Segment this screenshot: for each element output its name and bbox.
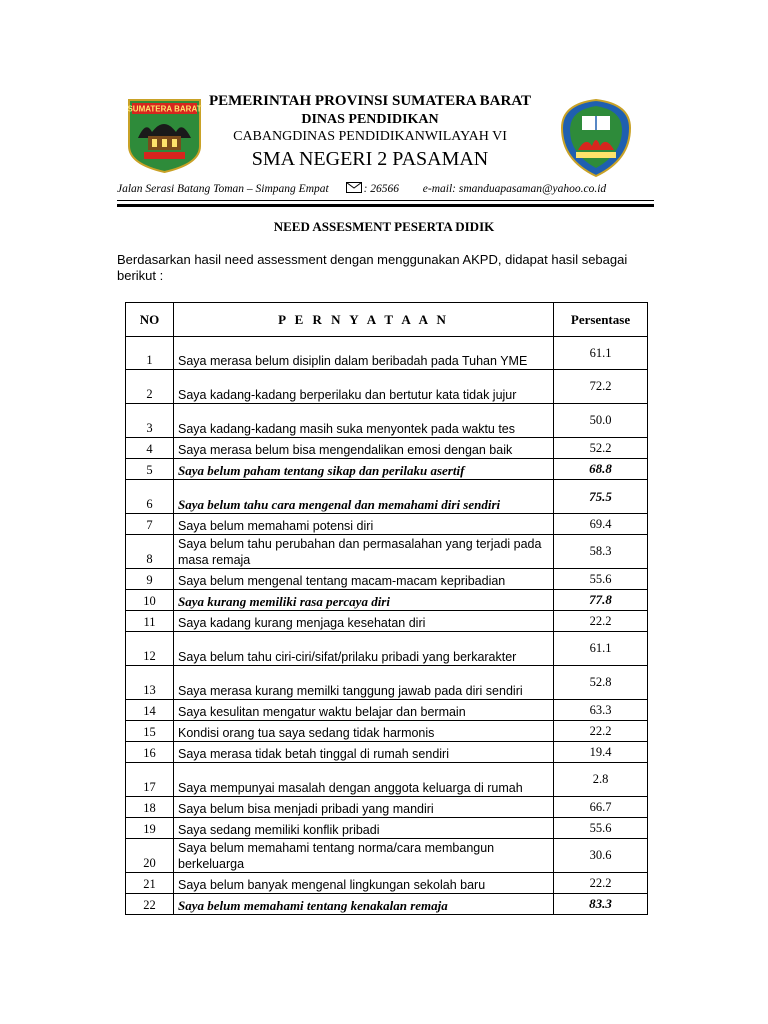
row-statement: Saya merasa belum disiplin dalam beribadah pada Tuhan YME [174, 337, 554, 370]
table-row [126, 370, 648, 404]
row-number: 14 [126, 700, 174, 721]
row-number: 15 [126, 721, 174, 742]
branch-office-name: CABANGDINAS PENDIDIKANWILAYAH VI [233, 129, 507, 144]
table-row [126, 797, 648, 818]
table-header-row [126, 303, 648, 337]
table-row [126, 894, 648, 915]
row-percentage: 55.6 [554, 569, 648, 590]
svg-text:SUMATERA BARAT: SUMATERA BARAT [127, 104, 202, 114]
table-row [126, 535, 648, 569]
pasaman-emblem-icon [560, 98, 632, 178]
row-number: 20 [126, 839, 174, 873]
table-row [126, 839, 648, 873]
row-percentage: 55.6 [554, 818, 648, 839]
row-percentage: 22.2 [554, 721, 648, 742]
row-percentage: 69.4 [554, 514, 648, 535]
row-percentage: 52.2 [554, 438, 648, 459]
row-number: 13 [126, 666, 174, 700]
address-line [117, 182, 657, 195]
row-percentage: 61.1 [554, 632, 648, 666]
row-number: 2 [126, 370, 174, 404]
row-percentage: 50.0 [554, 404, 648, 438]
row-number: 19 [126, 818, 174, 839]
row-number: 6 [126, 480, 174, 514]
row-number: 8 [126, 535, 174, 569]
row-number: 3 [126, 404, 174, 438]
row-percentage: 58.3 [554, 535, 648, 569]
row-percentage: 30.6 [554, 839, 648, 873]
row-percentage: 2.8 [554, 763, 648, 797]
row-statement: Saya belum tahu perubahan dan permasalahan yang terjadi pada masa remaja [174, 535, 554, 569]
row-percentage: 61.1 [554, 337, 648, 370]
row-statement: Saya merasa kurang memilki tanggung jawab pada diri sendiri [174, 666, 554, 700]
row-number: 16 [126, 742, 174, 763]
row-percentage: 68.8 [554, 459, 648, 480]
table-row [126, 514, 648, 535]
table-row [126, 611, 648, 632]
row-statement: Saya merasa belum bisa mengendalikan emosi dengan baik [174, 438, 554, 459]
envelope-icon [346, 182, 362, 193]
table-row [126, 632, 648, 666]
header-rule-thin [117, 200, 654, 201]
table-row [126, 459, 648, 480]
table-row [126, 480, 648, 514]
row-number: 21 [126, 873, 174, 894]
email-address: e-mail: smanduapasaman@yahoo.co.id [422, 183, 607, 195]
need-assessment-table [125, 302, 648, 915]
column-header-percent: Persentase [554, 303, 648, 337]
row-percentage: 52.8 [554, 666, 648, 700]
agency-name: DINAS PENDIDIKAN [301, 112, 439, 127]
row-number: 18 [126, 797, 174, 818]
document-title: NEED ASSESMENT PESERTA DIDIK [273, 219, 495, 234]
header-rule-thick [117, 204, 654, 207]
row-percentage: 83.3 [554, 894, 648, 915]
row-number: 17 [126, 763, 174, 797]
government-name: PEMERINTAH PROVINSI SUMATERA BARAT [208, 93, 532, 109]
postal-code: : 26566 [363, 183, 400, 195]
row-percentage: 77.8 [554, 590, 648, 611]
table-row [126, 337, 648, 370]
street-address: Jalan Serasi Batang Toman – Simpang Empat [117, 183, 329, 195]
table-row [126, 438, 648, 459]
row-number: 5 [126, 459, 174, 480]
row-statement: Saya mempunyai masalah dengan anggota keluarga di rumah [174, 763, 554, 797]
row-percentage: 66.7 [554, 797, 648, 818]
row-statement: Saya belum memahami tentang kenakalan remaja [174, 894, 554, 915]
row-statement: Saya sedang memiliki konflik pribadi [174, 818, 554, 839]
row-number: 12 [126, 632, 174, 666]
row-statement: Saya kurang memiliki rasa percaya diri [174, 590, 554, 611]
table-row [126, 721, 648, 742]
table-row [126, 873, 648, 894]
row-statement: Saya belum memahami tentang norma/cara membangun berkeluarga [174, 839, 554, 873]
row-number: 22 [126, 894, 174, 915]
table-row [126, 569, 648, 590]
row-statement: Saya belum tahu cara mengenal dan memahami diri sendiri [174, 480, 554, 514]
table-row [126, 700, 648, 721]
row-number: 9 [126, 569, 174, 590]
column-header-statement: P E R N Y A T A A N [174, 303, 554, 337]
row-statement: Saya kadang-kadang masih suka menyontek pada waktu tes [174, 404, 554, 438]
row-statement: Saya belum paham tentang sikap dan perilaku asertif [174, 459, 554, 480]
row-percentage: 22.2 [554, 611, 648, 632]
row-number: 11 [126, 611, 174, 632]
row-statement: Saya kadang-kadang berperilaku dan bertutur kata tidak jujur [174, 370, 554, 404]
row-statement: Kondisi orang tua saya sedang tidak harmonis [174, 721, 554, 742]
intro-paragraph: Berdasarkan hasil need assessment dengan menggunakan AKPD, didapat hasil sebagai berikut : [117, 252, 628, 283]
table-row [126, 763, 648, 797]
row-number: 4 [126, 438, 174, 459]
row-statement: Saya belum bisa menjadi pribadi yang mandiri [174, 797, 554, 818]
row-percentage: 19.4 [554, 742, 648, 763]
table-row [126, 404, 648, 438]
row-percentage: 72.2 [554, 370, 648, 404]
table-row [126, 742, 648, 763]
row-statement: Saya belum banyak mengenal lingkungan sekolah baru [174, 873, 554, 894]
row-statement: Saya kesulitan mengatur waktu belajar dan bermain [174, 700, 554, 721]
row-number: 10 [126, 590, 174, 611]
row-statement: Saya belum mengenal tentang macam-macam kepribadian [174, 569, 554, 590]
row-statement: Saya belum tahu ciri-ciri/sifat/prilaku pribadi yang berkarakter [174, 632, 554, 666]
row-number: 7 [126, 514, 174, 535]
table-row [126, 818, 648, 839]
row-percentage: 22.2 [554, 873, 648, 894]
row-statement: Saya merasa tidak betah tinggal di rumah sendiri [174, 742, 554, 763]
school-name: SMA NEGERI 2 PASAMAN [251, 148, 489, 170]
column-header-no: NO [126, 303, 174, 337]
row-statement: Saya kadang kurang menjaga kesehatan diri [174, 611, 554, 632]
row-number: 1 [126, 337, 174, 370]
table-row [126, 666, 648, 700]
sumatera-barat-emblem-icon [126, 98, 203, 174]
row-statement: Saya belum memahami potensi diri [174, 514, 554, 535]
table-row [126, 590, 648, 611]
row-percentage: 75.5 [554, 480, 648, 514]
row-percentage: 63.3 [554, 700, 648, 721]
